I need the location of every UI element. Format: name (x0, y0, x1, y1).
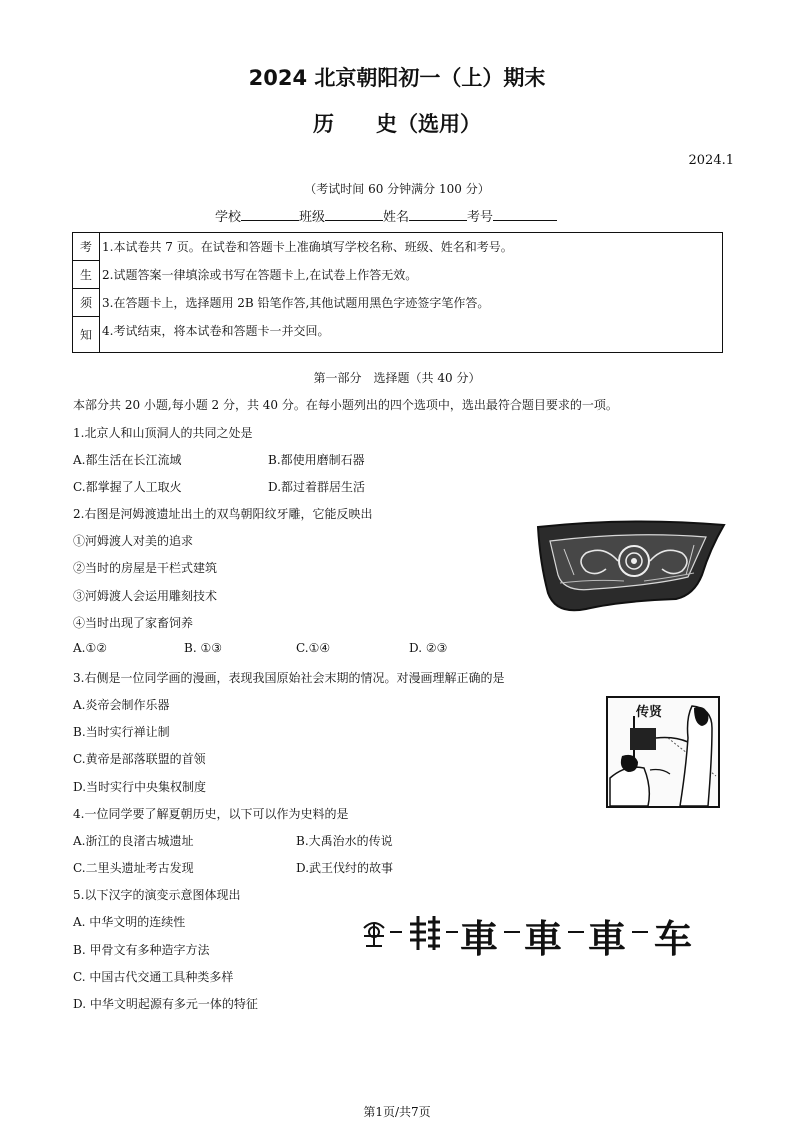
q3-option-c: C.黄帝是部落联盟的首领 (73, 752, 206, 766)
notice-side-char: 须 (73, 289, 100, 317)
section-heading: 第一部分 选择题（共 40 分） (313, 371, 481, 385)
q2-item: ①河姆渡人对美的追求 (73, 534, 194, 548)
q4-stem: 4.一位同学要了解夏朝历史，以下可以作为史料的是 (73, 807, 349, 821)
section-intro: 本部分共 20 小题,每小题 2 分，共 40 分。在每小题列出的四个选项中，选出最符合题目要求的一项。 (73, 398, 618, 412)
exam-date: 2024.1 (688, 153, 734, 168)
q2-stem: 2.右图是河姆渡遗址出土的双鸟朝阳纹牙雕，它能反映出 (73, 507, 373, 521)
q5-option-b: B. 甲骨文有多种造字方法 (73, 943, 210, 957)
q3-option-d: D.当时实行中央集权制度 (73, 780, 207, 794)
q2-option-c: C.①④ (296, 641, 331, 655)
cartoon-drawing (608, 698, 718, 806)
evolution-char: 車 (460, 917, 499, 961)
q2-option-d: D. ②③ (409, 641, 448, 655)
q3-stem: 3.右侧是一位同学画的漫画，表现我国原始社会末期的情况。对漫画理解正确的是 (73, 671, 505, 685)
q5-option-c: C. 中国古代交通工具种类多样 (73, 970, 234, 984)
cartoon-label: 传贤 (636, 705, 663, 720)
notice-rule: 3.在答题卡上，选择题用 2B 铅笔作答,其他试题用黑色字迹签字笔作答。 (100, 289, 723, 317)
ivory-carving-image (534, 515, 728, 625)
field-name-line (409, 208, 467, 221)
q2-item: ④当时出现了家畜饲养 (73, 616, 194, 630)
field-school-line (241, 208, 299, 221)
arrow-icon (502, 906, 524, 956)
character-evolution-image (360, 906, 720, 961)
field-class-label: 班级 (299, 210, 326, 225)
q3-option-b: B.当时实行禅让制 (73, 725, 170, 739)
notice-side-char: 考 (73, 233, 100, 261)
exam-info: （考试时间 60 分钟满分 100 分） (304, 182, 490, 196)
q4-option-b: B.大禹治水的传说 (296, 834, 393, 848)
q4-option-c: C.二里头遗址考古发现 (73, 861, 194, 875)
q1-option-b: B.都使用磨制石器 (268, 453, 365, 467)
q5-stem: 5.以下汉字的演变示意图体现出 (73, 888, 241, 902)
field-class-line (325, 208, 383, 221)
evolution-char: 車 (524, 916, 563, 961)
arrow-icon (566, 906, 588, 956)
field-id-label: 考号 (467, 210, 494, 225)
cartoon-image (606, 696, 720, 808)
evolution-char: 車 (588, 917, 627, 961)
q5-option-d: D. 中华文明起源有多元一体的特征 (73, 997, 258, 1011)
q1-option-a: A.都生活在长江流域 (73, 453, 182, 467)
q2-item: ②当时的房屋是干栏式建筑 (73, 561, 218, 575)
field-name-label: 姓名 (383, 210, 410, 225)
notice-box (72, 232, 723, 353)
page-number: 第1页/共7页 (363, 1105, 431, 1119)
q2-item: ③河姆渡人会运用雕刻技术 (73, 589, 218, 603)
info-fields (215, 206, 557, 225)
q1-option-d: D.都过着群居生活 (268, 480, 366, 494)
q2-option-b: B. ①③ (184, 641, 222, 655)
notice-rule: 2.试题答案一律填涂或书写在答题卡上,在试卷上作答无效。 (100, 261, 723, 289)
q4-option-d: D.武王伐纣的故事 (296, 861, 394, 875)
subject-title: 历 史（选用） (313, 112, 481, 136)
evolution-char: 车 (654, 917, 693, 961)
notice-rule: 4.考试结束，将本试卷和答题卡一并交回。 (100, 317, 723, 353)
q5-option-a: A. 中华文明的连续性 (73, 915, 186, 929)
q1-option-c: C.都掌握了人工取火 (73, 480, 182, 494)
q1-stem: 1.北京人和山顶洞人的共同之处是 (73, 426, 253, 440)
notice-side-char: 知 (73, 317, 100, 353)
notice-rule: 1.本试卷共 7 页。在试卷和答题卡上准确填写学校名称、班级、姓名和考号。 (100, 233, 723, 261)
field-id-line (493, 208, 557, 221)
arrow-icon (630, 906, 652, 956)
q4-option-a: A.浙江的良渚古城遗址 (73, 834, 194, 848)
notice-side-char: 生 (73, 261, 100, 289)
exam-title: 2024 北京朝阳初一（上）期末 (248, 66, 546, 90)
q2-option-a: A.①② (73, 641, 107, 655)
q3-option-a: A.炎帝会制作乐器 (73, 698, 170, 712)
field-school-label: 学校 (215, 210, 242, 225)
